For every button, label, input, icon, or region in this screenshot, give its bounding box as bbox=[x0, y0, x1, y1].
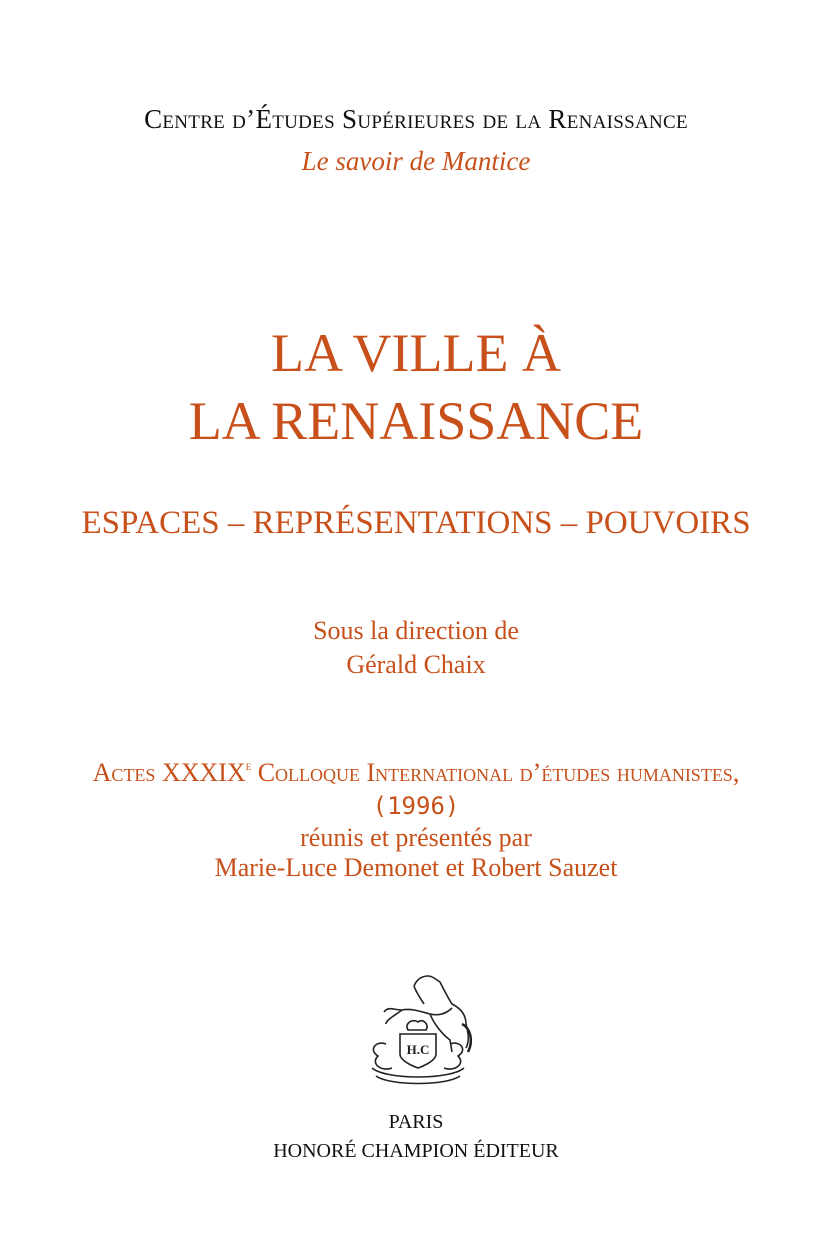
publisher-name: HONORÉ CHAMPION ÉDITEUR bbox=[273, 1140, 559, 1162]
direction-label: Sous la direction de bbox=[313, 616, 519, 645]
book-subtitle: ESPACES – REPRÉSENTATIONS – POUVOIRS bbox=[81, 505, 751, 541]
actes-prefix: Actes XXXIX bbox=[92, 758, 246, 787]
proceedings-line bbox=[0, 758, 832, 788]
book-title-line-1: LA VILLE À bbox=[271, 323, 561, 383]
gathered-by-label: réunis et présentés par bbox=[300, 823, 532, 852]
series-name: Centre d’Études Supérieures de la Renaissance bbox=[144, 104, 688, 134]
actes-superscript: e bbox=[245, 758, 252, 773]
publisher-horse-emblem-icon bbox=[356, 968, 480, 1088]
director-name: Gérald Chaix bbox=[346, 650, 486, 679]
svg-text:H.C: H.C bbox=[406, 1042, 430, 1057]
imprint-city: PARIS bbox=[388, 1111, 444, 1133]
proceedings-editors: Marie-Luce Demonet et Robert Sauzet bbox=[214, 853, 618, 882]
actes-rest: Colloque International d’études humanistes, bbox=[251, 758, 740, 787]
book-title-line-2: LA RENAISSANCE bbox=[188, 391, 644, 451]
collection-name: Le savoir de Mantice bbox=[301, 146, 531, 176]
colloquium-year: (1996) bbox=[372, 792, 460, 820]
